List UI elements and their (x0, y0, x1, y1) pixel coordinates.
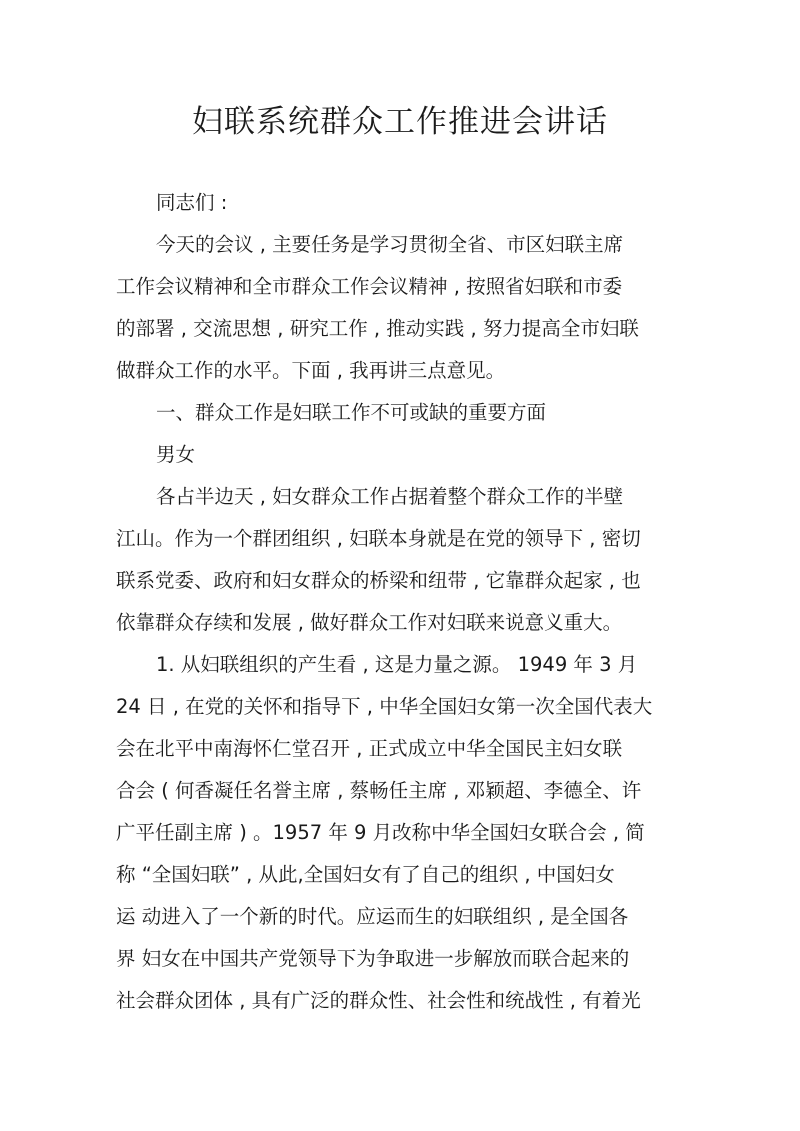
paragraph-line: 运 动进入了一个新的时代。应运而生的妇联组织 , 是全国各 (116, 905, 629, 928)
paragraph-line: 依靠群众存续和发展 , 做好群众工作对妇联来说意义重大。 (116, 611, 623, 634)
paragraph-line: 今天的会议 , 主要任务是学习贯彻全省、市区妇联主席 (156, 233, 624, 256)
paragraph-line: 合会 ( 何香凝任名誉主席 , 蔡畅任主席 , 邓颖超、李德全、许 (116, 779, 642, 802)
paragraph-line: 联系党委、政府和妇女群众的桥梁和纽带 , 它靠群众起家 , 也 (116, 569, 641, 592)
paragraph-line: 江山。作为一个群团组织 , 妇联本身就是在党的领导下 , 密切 (116, 527, 641, 550)
paragraph-line: 做群众工作的水平。下面 , 我再讲三点意见。 (116, 359, 506, 382)
document-title: 妇联系统群众工作推进会讲话 (192, 104, 608, 140)
paragraph-line: 会在北平中南海怀仁堂召开 , 正式成立中华全国民主妇女联 (116, 737, 623, 760)
paragraph-line: 社会群众团体 , 具有广泛的群众性、社会性和统战性 , 有着光 (116, 989, 641, 1012)
paragraph-line: 的部署 , 交流思想 , 研究工作 , 推动实践 , 努力提高全市妇联 (116, 317, 639, 340)
section-heading: 一、群众工作是妇联工作不可或缺的重要方面 (156, 401, 547, 424)
salutation: 同志们 : (156, 191, 228, 214)
paragraph-line: 1. 从妇联组织的产生看 , 这是力量之源。 1949 年 3 月 (156, 653, 638, 676)
paragraph-line: 工作会议精神和全市群众工作会议精神 , 按照省妇联和市委 (116, 275, 623, 298)
paragraph-line: 称 “全国妇联” , 从此,全国妇女有了自己的组织 , 中国妇女 (116, 863, 615, 886)
paragraph-line: 各占半边天 , 妇女群众工作占据着整个群众工作的半壁 (156, 485, 624, 508)
paragraph-line: 界 妇女在中国共产党领导下为争取进一步解放而联合起来的 (116, 947, 630, 970)
paragraph-line: 24 日 , 在党的关怀和指导下 , 中华全国妇女第一次全国代表大 (116, 695, 653, 718)
paragraph-line: 广平任副主席 ) 。1957 年 9 月改称中华全国妇女联合会 , 简 (116, 821, 645, 844)
paragraph-line: 男女 (156, 443, 196, 466)
